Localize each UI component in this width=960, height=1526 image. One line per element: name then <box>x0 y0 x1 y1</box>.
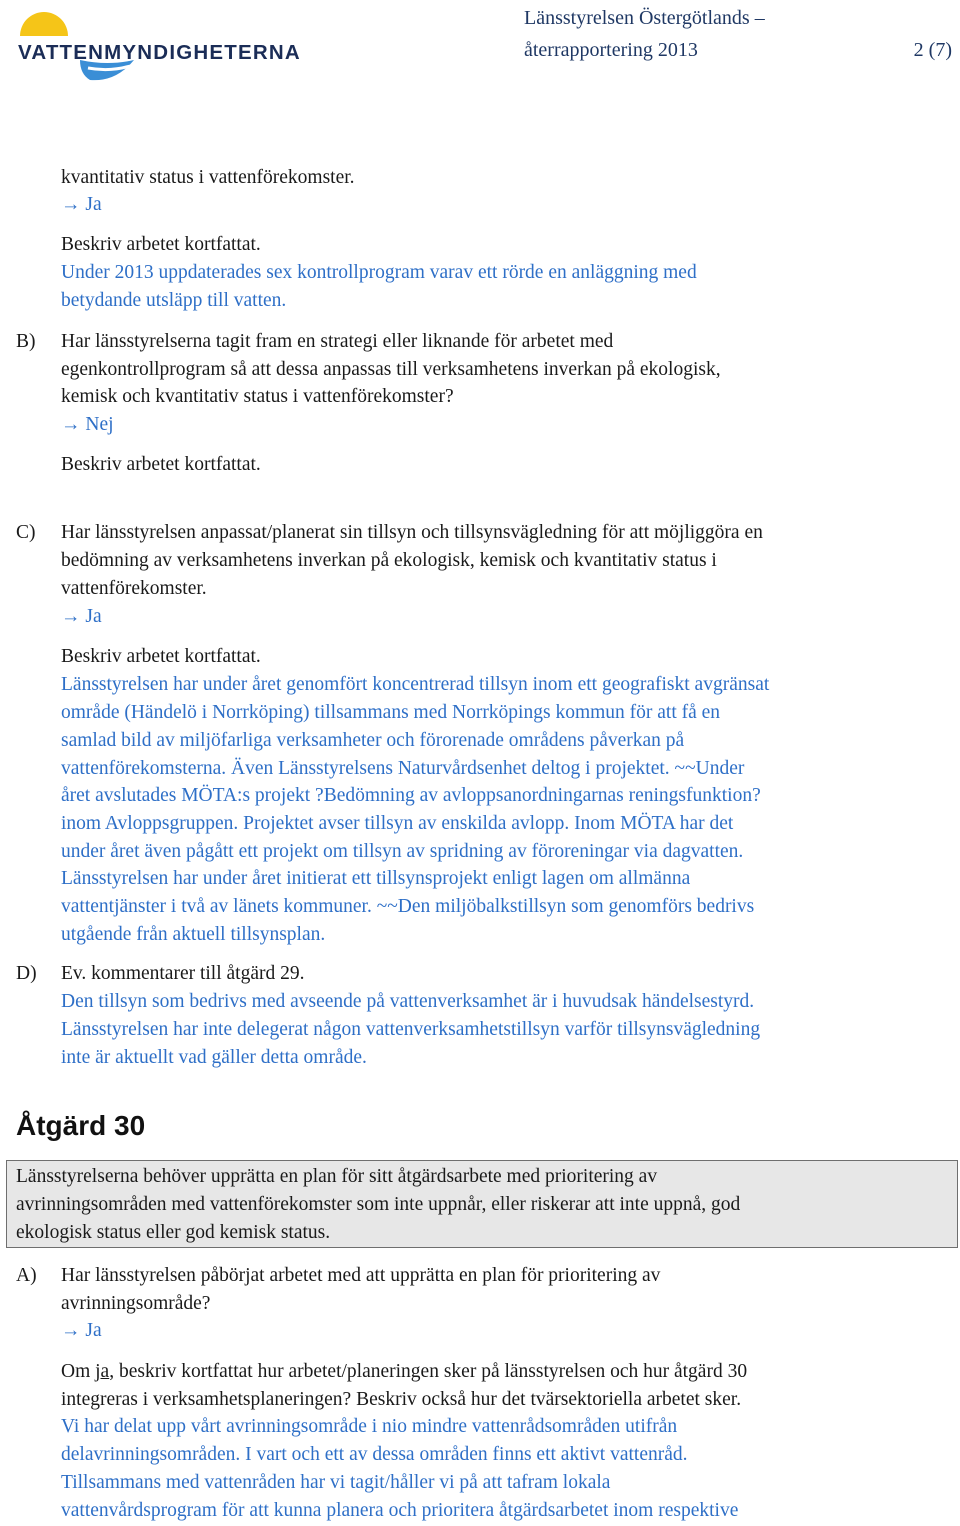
question-d-prompt: Ev. kommentarer till åtgärd 29. <box>61 963 305 984</box>
intro-answer <box>61 191 102 219</box>
question-b-text: Har länsstyrelserna tagit fram en strategi eller liknande för arbetet med <box>61 331 614 352</box>
question-30a-response-line: vattenvårdsprogram för att kunna planera och prioritera åtgärdsarbetet inom respektive <box>61 1500 739 1521</box>
answer-value: Ja <box>85 194 102 215</box>
question-30a-answer <box>61 1317 102 1345</box>
question-d-response-line: Länsstyrelsen har inte delegerat någon vattenverksamhetstillsyn varför tillsynsvägledning <box>61 1019 761 1040</box>
question-d-label: D) <box>16 963 37 984</box>
intro-response-line: betydande utsläpp till vatten. <box>61 290 287 311</box>
question-c-answer <box>61 603 102 631</box>
answer-value: Nej <box>85 414 114 435</box>
question-c-response-line: samlad bild av miljöfarliga verksamheter och förorenade områdens påverkan på <box>61 730 685 751</box>
page-header <box>524 2 952 66</box>
question-30a-text: Har länsstyrelsen påbörjat arbetet med att upprätta en plan för prioritering av <box>61 1265 661 1286</box>
question-c-response-line: Länsstyrelsen har under året initierat ett tillsynsprojekt enligt lagen om allmänna <box>61 868 691 889</box>
page-number: 2 (7) <box>913 39 952 61</box>
question-c-response-line: under året även pågått ett projekt om tillsyn av spridning av föroreningar via dagvatten. <box>61 841 744 862</box>
logo-text: VATTENMYNDIGHETERNA <box>18 41 301 64</box>
arrow-right-icon: → <box>61 1320 81 1341</box>
question-c-response-line: vattenförekomsterna. Även Länsstyrelsens Naturvårdsenhet deltog i projektet. ~~Under <box>61 758 745 779</box>
question-c-label: C) <box>16 522 36 543</box>
question-c-text: bedömning av verksamhetens inverkan på ekologisk, kemisk och kvantitativ status i <box>61 550 717 571</box>
arrow-right-icon: → <box>61 414 81 435</box>
vattenmyndigheterna-logo <box>18 8 338 88</box>
question-30a-prompt: integreras i verksamhetsplaneringen? Beskriv också hur det tvärsektoriella arbetet sker. <box>61 1389 742 1410</box>
measure-description-line: Länsstyrelserna behöver upprätta en plan för sitt åtgärdsarbete med prioritering av <box>16 1166 658 1187</box>
intro-prompt: Beskriv arbetet kortfattat. <box>61 234 261 255</box>
answer-value: Ja <box>85 606 102 627</box>
question-c-response-line: Länsstyrelsen har under året genomfört koncentrerad tillsyn inom ett geografiskt avgränsat <box>61 674 770 695</box>
question-c-response-line: utgående från aktuell tillsynsplan. <box>61 924 326 945</box>
prompt-underlined: ja <box>95 1361 110 1382</box>
question-c-response-line: vattentjänster i två av länets kommuner. ~~Den miljöbalkstillsyn som genomförs bedrivs <box>61 896 755 917</box>
question-c-prompt: Beskriv arbetet kortfattat. <box>61 646 261 667</box>
header-title-line2: återrapportering 2013 <box>524 39 698 61</box>
prompt-rest: , beskriv kortfattat hur arbetet/planeringen sker på länsstyrelsen och hur åtgärd 30 <box>109 1361 748 1382</box>
answer-value: Ja <box>85 1320 102 1341</box>
question-c-response-line: inom Avloppsgruppen. Projektet avser tillsyn av enskilda avlopp. Inom MÖTA har det <box>61 813 734 834</box>
question-c-response-line: året avslutades MÖTA:s projekt ?Bedömning av avloppsanordningarnas reningsfunktion? <box>61 785 761 806</box>
question-b-answer <box>61 411 114 439</box>
question-30a-prompt <box>61 1358 747 1386</box>
arrow-right-icon: → <box>61 606 81 627</box>
arrow-right-icon: → <box>61 194 81 215</box>
question-c-text: vattenförekomster. <box>61 578 207 599</box>
intro-response-line: Under 2013 uppdaterades sex kontrollprogram varav ett rörde en anläggning med <box>61 262 697 283</box>
intro-continuation: kvantitativ status i vattenförekomster. <box>61 167 355 188</box>
section-heading: Åtgärd 30 <box>16 1110 146 1141</box>
question-c-text: Har länsstyrelsen anpassat/planerat sin tillsyn och tillsynsvägledning för att möjliggöra en <box>61 522 763 543</box>
question-d-response-line: inte är aktuellt vad gäller detta område. <box>61 1047 367 1068</box>
question-30a-text: avrinningsområde? <box>61 1293 211 1314</box>
question-30a-response-line: Vi har delat upp vårt avrinningsområde i nio mindre vattenrådsområden utifrån <box>61 1416 678 1437</box>
measure-description-line: avrinningsområden med vattenförekomster som inte uppnår, eller riskerar att inte uppnå, god <box>16 1194 741 1215</box>
header-title-line1: Länsstyrelsen Östergötlands – <box>524 7 765 29</box>
question-30a-label: A) <box>16 1265 37 1286</box>
measure-description-line: ekologisk status eller god kemisk status. <box>16 1222 331 1243</box>
question-b-text: egenkontrollprogram så att dessa anpassas till verksamhetens inverkan på ekologisk, <box>61 359 721 380</box>
question-30a-response-line: delavrinningsområden. I vart och ett av dessa områden finns ett aktivt vattenråd. <box>61 1444 688 1465</box>
question-b-text: kemisk och kvantitativ status i vattenförekomster? <box>61 386 454 407</box>
prompt-prefix: Om <box>61 1361 96 1382</box>
question-b-prompt: Beskriv arbetet kortfattat. <box>61 454 261 475</box>
question-b-label: B) <box>16 331 36 352</box>
question-d-response-line: Den tillsyn som bedrivs med avseende på vattenverksamhet är i huvudsak händelsestyrd. <box>61 991 755 1012</box>
question-c-response-line: område (Händelö i Norrköping) tillsammans med Norrköpings kommun för att få en <box>61 702 721 723</box>
question-30a-response-line: Tillsammans med vattenråden har vi tagit/håller vi på att tafram lokala <box>61 1472 611 1493</box>
